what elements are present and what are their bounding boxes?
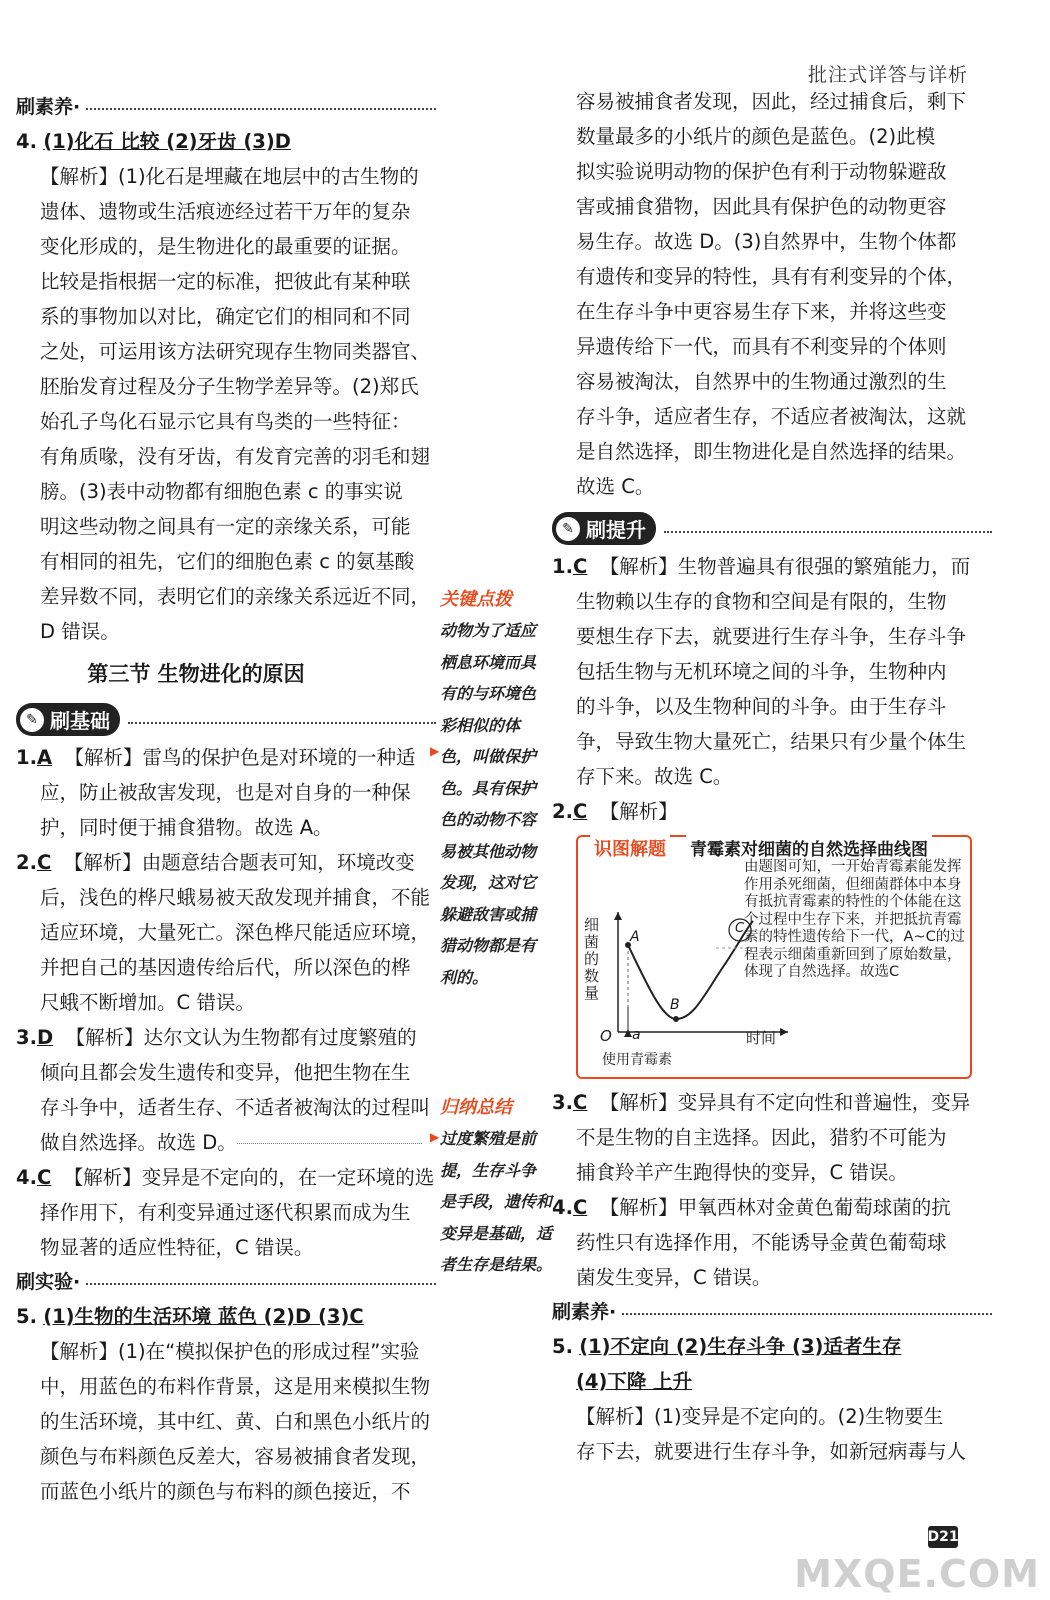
side-note-title-key-points: 关键点拨 [440,589,512,610]
q5-continued: 容易被捕食者发现，因此，经过捕食后，剩下 数量最多的小纸片的颜色是蓝色。(2)此模 拟实验说明动物的保护色有利于动物躲避敌 害或捕食猎物，因此具有保护色的动物更容 易生存。故选 D。(3)自然界中，生物个体都 有遗传和变异的特性，具有有利变异的个体， 在生存斗争中更容易生存下来，并将这些变 异遗传给下一代，而具有不利变异的个体则 容易被淘汰，自然界中的生物通过激烈的生 存斗争，适应者生存，不适应者被淘汰，这就 是自然选择，即生物进化是自然选择的结果。 故选 C。 [576,90,967,498]
leader-line [237,1143,422,1144]
answer: C [572,1196,588,1219]
figure-point-c: C [735,921,745,936]
question-4-analysis: 【解析】(1)化石是埋藏在地层中的古生物的 遗体、遗物或生活痕迹经过若干万年的复杂 变化形成的，是生物进化的最重要的证据。 比较是指根据一定的标准，把彼此有某种联 系的事物加以对比，确定它们的相同和不同 之处，可运用该方法研究现存生物同类器官、 胚胎发育过程及分子生物学差异等。(2)郑氏 始孔子鸟化石显示它具有鸟类的一些特征： 有角质喙，没有牙齿，有发育完善的羽毛和翅 膀。(3)表中动物都有细胞色素 c 的事实说 明这些动物之间具有一定的亲缘关系，可能 有相同的祖先，它们的细胞色素 c 的氨基酸 差异数不同，表明它们的亲缘关系远近不同， D 错误。 [40,165,431,643]
section-label: 刷素养· [16,96,81,118]
side-notes: 关键点拨 动物为了适应 栖息环境而具 有的与环境色 彩相似的体 色，叫做保护 色。具有保护 色的动物不容 易被其他动物 发现，这对它 躲避敌害或捕 猎动物都是有 利的。 归纳总结 过度繁殖是前 提，生存斗争 是手段，遗传和 变异是基础，适 者生存是结果。 [440,585,552,1281]
figure-point-a: A [630,929,640,945]
badge-header-advanced [552,512,992,545]
left-column: 刷素养· 4. (1)化石 比较 (2)牙齿 (3)D 【解析】(1)化石是埋藏在地层中的古生物的 遗体、遗物或生活痕迹经过若干万年的复杂 变化形成的，是生物进化的最重要的证据。 比较是指根据一定的标准，把彼此有某种联 系的事物加以对比，确定它们的相同和不同 之处，可运用该方法研究现存生物同类器官、 胚胎发育过程及分子生物学差异等。(2)郑氏 始孔子鸟化石显示它具有鸟类的一些特征： 有角质喙，没有牙齿，有发育完善的羽毛和翅 膀。(3)表中动物都有细胞色素 c 的事实说 明这些动物之间具有一定的亲缘关系，可能 有相同的祖先，它们的细胞色素 c 的氨基酸 差异数不同，表明它们的亲缘关系远近不同， D 错误。 第三节 生物进化的原因 ✎ 刷基础 1.A 【解析】雷鸟的保护色是对环境的一种适 应，防止被敌害发现，也是对自身的一种保 护，同时便于捕食猎物。故选 A。 2.C 【解析】由题意结合题表可知，环境改变 后，浅色的桦尺蛾易被天敌发现并捕食，不能 适应环境，大量死亡。深色桦尺能适应环境， 并把自己的基因遗传给后代，所以深色的桦 尺蛾不断增加。C 错误。 3.D 【解析】达尔文认为生物都有过度繁殖的 倾向且都会发生遗传和变异，他把生物在生 存斗争中，适者生存、不适者被淘汰的过程叫 做自然选择。故选 D。 4.C 【解析】变异是不定向的，在一定环境的选 择作用下，有利变异通过逐代积累而成为生 物显著的适应性特征，C 错误。 刷实验· 5. (1)生物的生活环境 蓝色 (2)D (3)C 【解析】(1)在“模拟保护色的形成过程”实验 中，用蓝色的布料作背景，这是用来模拟生物 的生活环境，其中红、黄、白和黑色小纸片的 颜色与布料颜色反差大，容易被捕食者发现， 而蓝色小纸片的颜色与布料的颜色接近，不 [16,90,436,1509]
question-4b: 4.C 【解析】变异是不定向的，在一定环境的选 [16,1166,435,1189]
question-4-answer [16,124,436,159]
question-3: 3.D 【解析】达尔文认为生物都有过度繁殖的 [16,1026,417,1049]
section-label: 刷素养· [552,1301,617,1323]
badge: ✎ 刷基础 [16,703,120,736]
answer: (1)不定向 (2)生存斗争 (3)适者生存 [579,1335,902,1358]
section-title: 第三节 生物进化的原因 [87,662,305,686]
figure-point-b: B [670,997,680,1013]
answer: C [36,851,52,874]
section-label: 刷实验· [16,1271,81,1293]
figure-tag: 识图解题 [590,835,670,861]
question-1: 1.A 【解析】雷鸟的保护色是对环境的一种适 [16,746,416,769]
answer: C [572,800,588,823]
question-4-advanced: 4.C 【解析】甲氧西林对金黄色葡萄球菌的抗 [552,1196,951,1219]
answer: (4)下降 上升 [576,1370,693,1393]
page-header: 批注式详答与详析 [807,64,968,86]
figure-origin: O [600,1027,612,1045]
figure-use-label: 使用青霉素 [602,1052,672,1068]
question-3-advanced: 3.C 【解析】变异具有不定向性和普遍性，变异 [552,1091,971,1114]
arrow-icon: ▶ [430,744,440,758]
figure-box [576,835,972,1079]
question-2-advanced: 2.C 【解析】 [552,800,678,823]
answer: D [36,1026,54,1049]
analysis-tag: 【解析】 [40,165,119,188]
answer: A [36,746,53,769]
figure-title: 青霉素对细菌的自然选择曲线图 [686,835,932,860]
figure-xlabel: 时间 [746,1029,777,1047]
answer: (1)生物的生活环境 蓝色 (2)D (3)C [43,1305,364,1328]
watermark: MXQE.COM [794,1552,1040,1596]
section-header-experiment [16,1265,436,1299]
pencil-icon: ✎ [556,517,580,541]
question-2: 2.C 【解析】由题意结合题表可知，环境改变 [16,851,415,874]
section-header-literacy-2 [552,1295,992,1329]
right-column: 容易被捕食者发现，因此，经过捕食后，剩下 数量最多的小纸片的颜色是蓝色。(2)此模 拟实验说明动物的保护色有利于动物躲避敌 害或捕食猎物，因此具有保护色的动物更容 易生存。故选 D。(3)自然界中，生物个体都 有遗传和变异的特性，具有有利变异的个体， 在生存斗争中更容易生存下来，并将这些变 异遗传给下一代，而具有不利变异的个体则 容易被淘汰，自然界中的生物通过激烈的生 存斗争，适应者生存，不适应者被淘汰，这就 是自然选择，即生物进化是自然选择的结果。 故选 C。 ✎ 刷提升 1.C 【解析】生物普遍具有很强的繁殖能力，而 生物赖以生存的食物和空间是有限的，生物 要想生存下去，就要进行生存斗争，生存斗争 包括生物与无机环境之间的斗争，生物种内 的斗争，以及生物种间的斗争。由于生存斗 争，导致生物大量死亡，结果只有少量个体生 存下来。故选 C。 2.C 【解析】 识图解题 青霉素对细菌的自然选择曲线图 由题图可知，一开始青霉素能发挥作用杀死细菌，但细菌群体中本身有抵抗青霉素的特性的个体能在这个过程中生存下来，并把抵抗青霉素的特性遗传给下一代，A~C的过程表示细菌重新回到了原始数量，体现了自然选择。故选C 细 菌 的 数 量 时间 O a A B C 使用青霉素 3.C 【解析】变异具有不定向性和普遍性，变异 不是生物的自主选择。因此，猎豹不可能为 捕食羚羊产生跑得快的变异，C 错误。 4.C 【解析】甲氧西林对金黄色葡萄球菌的抗 药性只有选择作用，不能诱导金黄色葡萄球 菌发生变异，C 错误。 刷素养· 5. (1)不定向 (2)生存斗争 (3)适者生存 (4)下降 上升 【解析】(1)变异是不定向的。(2)生物要生 存下去，就要进行生存斗争，如新冠病毒与人 [552,84,992,1469]
page-number: D21 [928,1526,958,1548]
question-5-advanced: 5. (1)不定向 (2)生存斗争 (3)适者生存 [552,1335,902,1358]
question-5-answer: 5. (1)生物的生活环境 蓝色 (2)D (3)C [16,1305,364,1328]
figure-explanation: 由题图可知，一开始青霉素能发挥作用杀死细菌，但细菌群体中本身有抵抗青霉素的特性的个体能在这个过程中生存下来，并把抵抗青霉素的特性遗传给下一代，A~C的过程表示细菌重新回到了原始数量，体现了自然选择。故选C [744,859,965,980]
pencil-icon: ✎ [20,708,44,732]
answer: C [572,555,588,578]
badge: ✎ 刷提升 [552,512,656,545]
answer: C [36,1166,52,1189]
badge-header-basic [16,703,436,736]
arrow-icon: ▶ [430,1130,440,1144]
question-1-advanced: 1.C 【解析】生物普遍具有很强的繁殖能力，而 [552,555,971,578]
section-header-literacy [16,90,436,124]
answer: C [572,1091,588,1114]
figure-ylabel: 细 菌 的 数 量 [584,916,600,1002]
side-note-title-summary: 归纳总结 [440,1097,512,1118]
figure-a-label: a [632,1027,641,1043]
answer: (1)化石 比较 (2)牙齿 (3)D [43,130,291,153]
question-number: 4. [16,130,37,153]
